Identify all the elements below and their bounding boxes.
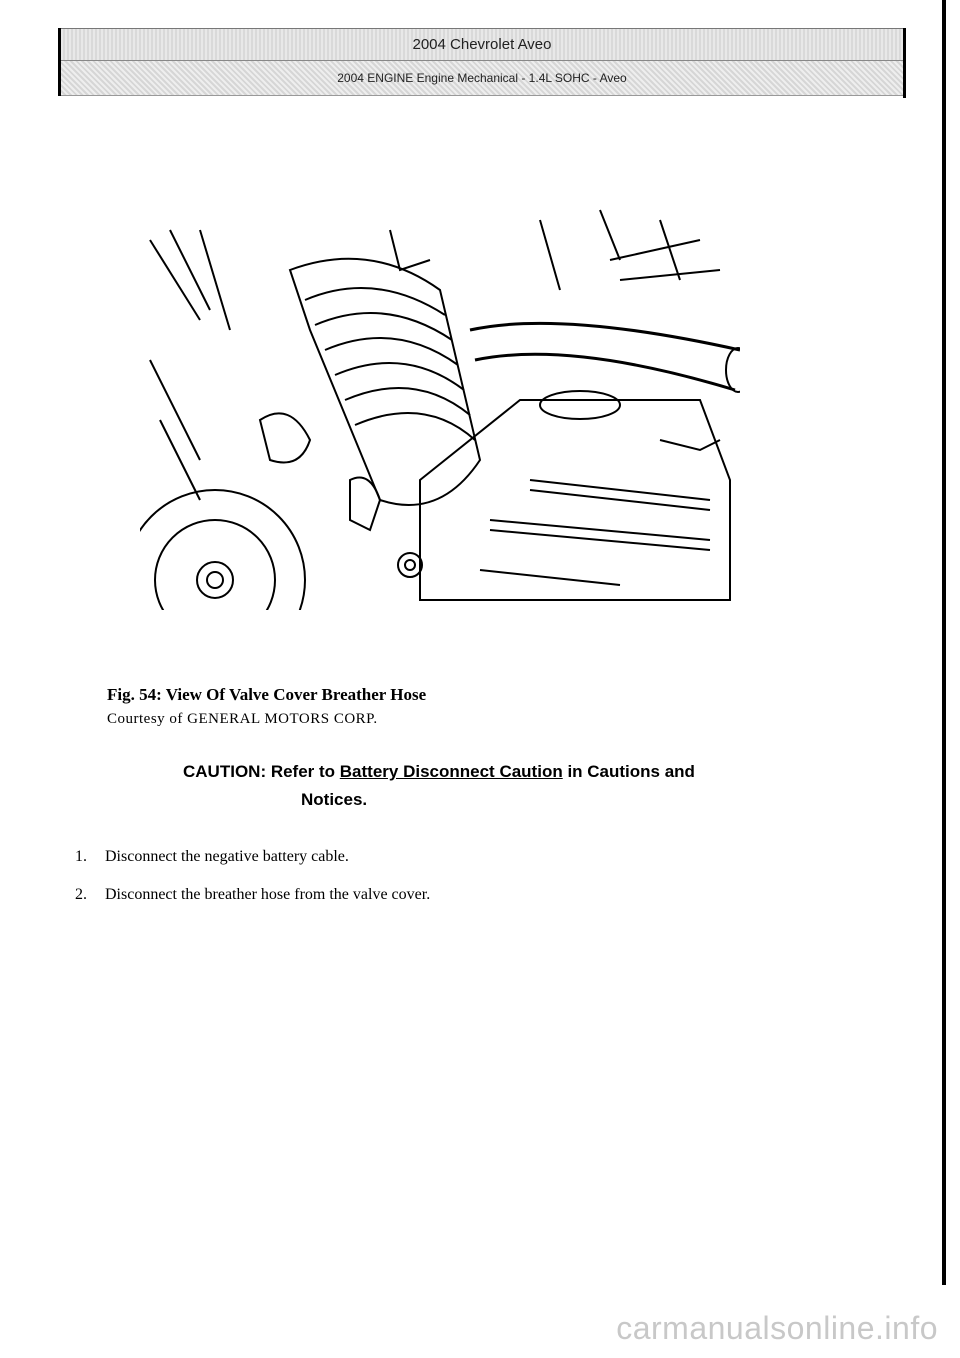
procedure-step bbox=[75, 876, 430, 914]
battery-disconnect-caution-link[interactable]: Battery Disconnect Caution bbox=[339, 762, 563, 781]
valve-cover-breather-hose-illustration bbox=[140, 200, 740, 610]
step-text: Disconnect the negative battery cable. bbox=[105, 848, 349, 865]
page-edge-rule bbox=[942, 0, 946, 1285]
header-title: 2004 Chevrolet Aveo bbox=[61, 29, 903, 61]
watermark: carmanualsonline.info bbox=[616, 1310, 938, 1346]
page-header bbox=[61, 28, 903, 96]
right-border-rule bbox=[903, 28, 906, 98]
caution-prefix: CAUTION: Refer to bbox=[183, 762, 340, 781]
caution-note bbox=[183, 758, 883, 814]
step-text: Disconnect the breather hose from the valve cover. bbox=[105, 886, 431, 903]
caution-suffix: in Cautions and bbox=[562, 762, 695, 781]
figure-caption-credit: Courtesy of GENERAL MOTORS CORP. bbox=[107, 711, 378, 727]
figure-caption bbox=[107, 683, 426, 731]
step-number: 2. bbox=[75, 886, 87, 903]
step-number: 1. bbox=[75, 848, 87, 865]
header-subtitle: 2004 ENGINE Engine Mechanical - 1.4L SOHC - Aveo bbox=[61, 61, 903, 95]
procedure-step bbox=[75, 838, 430, 876]
caution-line2: Notices. bbox=[301, 790, 368, 809]
figure-caption-title: Fig. 54: View Of Valve Cover Breather Hose bbox=[107, 685, 427, 704]
procedure-steps bbox=[75, 838, 430, 914]
